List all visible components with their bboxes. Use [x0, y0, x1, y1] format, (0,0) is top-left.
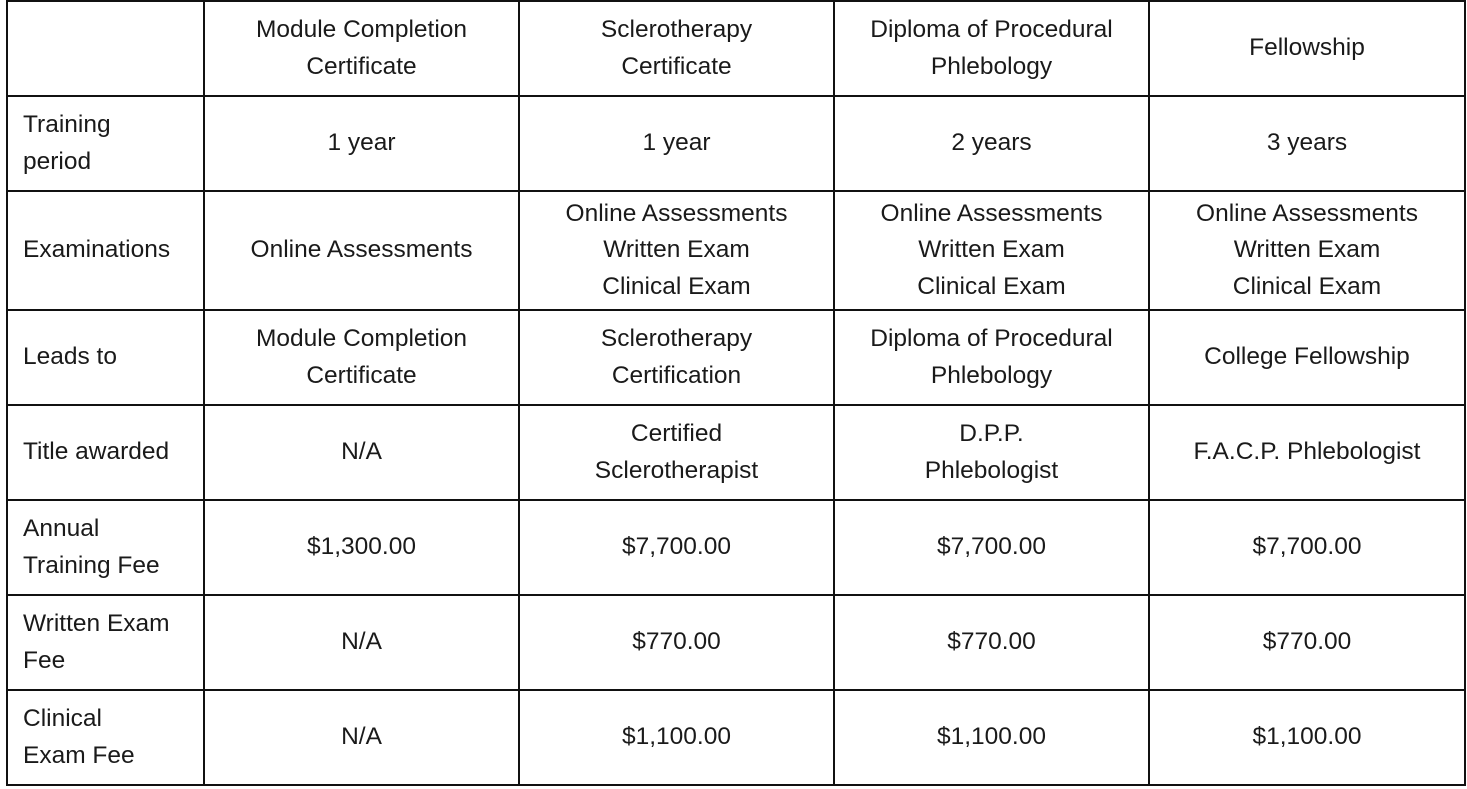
table-cell	[519, 191, 834, 310]
row-label-line: period	[23, 147, 92, 175]
cell-line: 1 year	[642, 129, 711, 157]
table-cell	[519, 500, 834, 595]
table-cell	[1149, 310, 1465, 405]
row-label-line: Clinical	[23, 705, 102, 732]
column-header-line: Phlebology	[930, 52, 1053, 80]
cell-line: Certification	[611, 361, 742, 389]
table-cell	[519, 310, 834, 405]
row-label-cell	[7, 405, 204, 500]
column-header-sclerotherapy	[519, 1, 834, 96]
column-header-line: Sclerotherapy	[600, 16, 753, 43]
table-cell	[834, 405, 1149, 500]
table-row	[7, 405, 1465, 500]
table-cell	[834, 96, 1149, 191]
row-label-line: Exam Fee	[23, 741, 135, 769]
qualification-comparison-table	[6, 0, 1466, 786]
row-label-line: Written Exam	[23, 610, 170, 637]
column-header-line: Diploma of Procedural	[870, 16, 1113, 43]
cell-line: Written Exam	[918, 236, 1065, 264]
table-cell	[204, 191, 519, 310]
row-label-line: Training Fee	[23, 551, 160, 579]
cell-line: $1,100.00	[1252, 723, 1362, 751]
table-cell	[519, 595, 834, 690]
table-cell	[204, 310, 519, 405]
table-cell	[204, 405, 519, 500]
row-label-cell	[7, 595, 204, 690]
cell-line: 3 years	[1266, 129, 1348, 157]
table-cell	[204, 96, 519, 191]
column-header-diploma	[834, 1, 1149, 96]
table-row	[7, 310, 1465, 405]
cell-line: Clinical Exam	[917, 272, 1066, 300]
table-cell	[204, 690, 519, 785]
cell-line: Phlebologist	[924, 456, 1059, 484]
cell-line: F.A.C.P. Phlebologist	[1193, 438, 1421, 466]
table-body	[7, 96, 1465, 785]
row-label-cell	[7, 191, 204, 310]
cell-line: Clinical Exam	[1232, 272, 1382, 300]
cell-line: Certified	[630, 420, 723, 447]
table-cell	[1149, 191, 1465, 310]
cell-line: $1,100.00	[937, 723, 1046, 751]
column-header-line: Certificate	[306, 52, 417, 80]
table-cell	[1149, 500, 1465, 595]
table-row	[7, 96, 1465, 191]
row-label-line: Training	[23, 111, 111, 138]
cell-line: Clinical Exam	[602, 272, 751, 300]
cell-line: Module Completion	[255, 325, 468, 352]
row-label-line: Leads to	[23, 343, 117, 371]
cell-line: Phlebology	[930, 361, 1053, 389]
cell-line: $770.00	[1262, 628, 1352, 656]
cell-line: N/A	[341, 438, 382, 466]
column-header-module-completion	[204, 1, 519, 96]
cell-line: $770.00	[947, 628, 1036, 656]
comparison-table-wrapper	[6, 0, 1466, 786]
table-cell	[834, 690, 1149, 785]
cell-line: College Fellowship	[1204, 343, 1410, 371]
row-label-line: Examinations	[23, 236, 171, 264]
cell-line: Written Exam	[603, 236, 750, 264]
table-cell	[1149, 690, 1465, 785]
cell-line: Certificate	[306, 361, 417, 389]
table-cell	[204, 595, 519, 690]
column-header-line: Fellowship	[1249, 34, 1365, 62]
cell-line: Online Assessments	[250, 236, 473, 264]
table-cell	[1149, 595, 1465, 690]
row-label-cell	[7, 690, 204, 785]
table-cell	[834, 595, 1149, 690]
table-cell	[519, 96, 834, 191]
cell-line: Written Exam	[1233, 236, 1381, 264]
cell-line: Sclerotherapy	[600, 325, 753, 352]
cell-line: Sclerotherapist	[594, 456, 759, 484]
column-header-fellowship	[1149, 1, 1465, 96]
cell-line: Online Assessments	[880, 199, 1103, 227]
cell-line: $770.00	[632, 628, 721, 656]
cell-line: Online Assessments	[565, 199, 788, 227]
table-cell	[1149, 96, 1465, 191]
cell-line: Diploma of Procedural	[870, 325, 1113, 352]
row-label-line: Annual	[23, 515, 100, 542]
cell-line: 2 years	[951, 129, 1032, 157]
row-label-line: Title awarded	[23, 438, 170, 466]
table-cell	[834, 500, 1149, 595]
row-label-cell	[7, 310, 204, 405]
header-row	[7, 1, 1465, 96]
table-cell	[519, 690, 834, 785]
table-row	[7, 690, 1465, 785]
table-cell	[1149, 405, 1465, 500]
cell-line: N/A	[341, 723, 382, 751]
cell-line: $1,100.00	[622, 723, 731, 751]
table-cell	[519, 405, 834, 500]
cell-line: D.P.P.	[959, 420, 1024, 447]
cell-line: $7,700.00	[937, 533, 1046, 561]
column-header-line: Module Completion	[255, 16, 468, 43]
row-label-cell	[7, 500, 204, 595]
row-label-cell	[7, 96, 204, 191]
table-row	[7, 500, 1465, 595]
cell-line: $1,300.00	[307, 533, 416, 561]
table-cell	[204, 500, 519, 595]
table-cell	[834, 191, 1149, 310]
cell-line: $7,700.00	[1252, 533, 1362, 561]
cell-line: N/A	[341, 628, 382, 656]
table-cell	[834, 310, 1149, 405]
table-row	[7, 191, 1465, 310]
table-row	[7, 595, 1465, 690]
row-label-line: Fee	[23, 646, 66, 674]
cell-line: Online Assessments	[1196, 199, 1418, 227]
corner-header-cell	[7, 1, 204, 96]
cell-line: $7,700.00	[622, 533, 731, 561]
column-header-line: Certificate	[621, 52, 732, 80]
cell-line: 1 year	[327, 129, 396, 157]
